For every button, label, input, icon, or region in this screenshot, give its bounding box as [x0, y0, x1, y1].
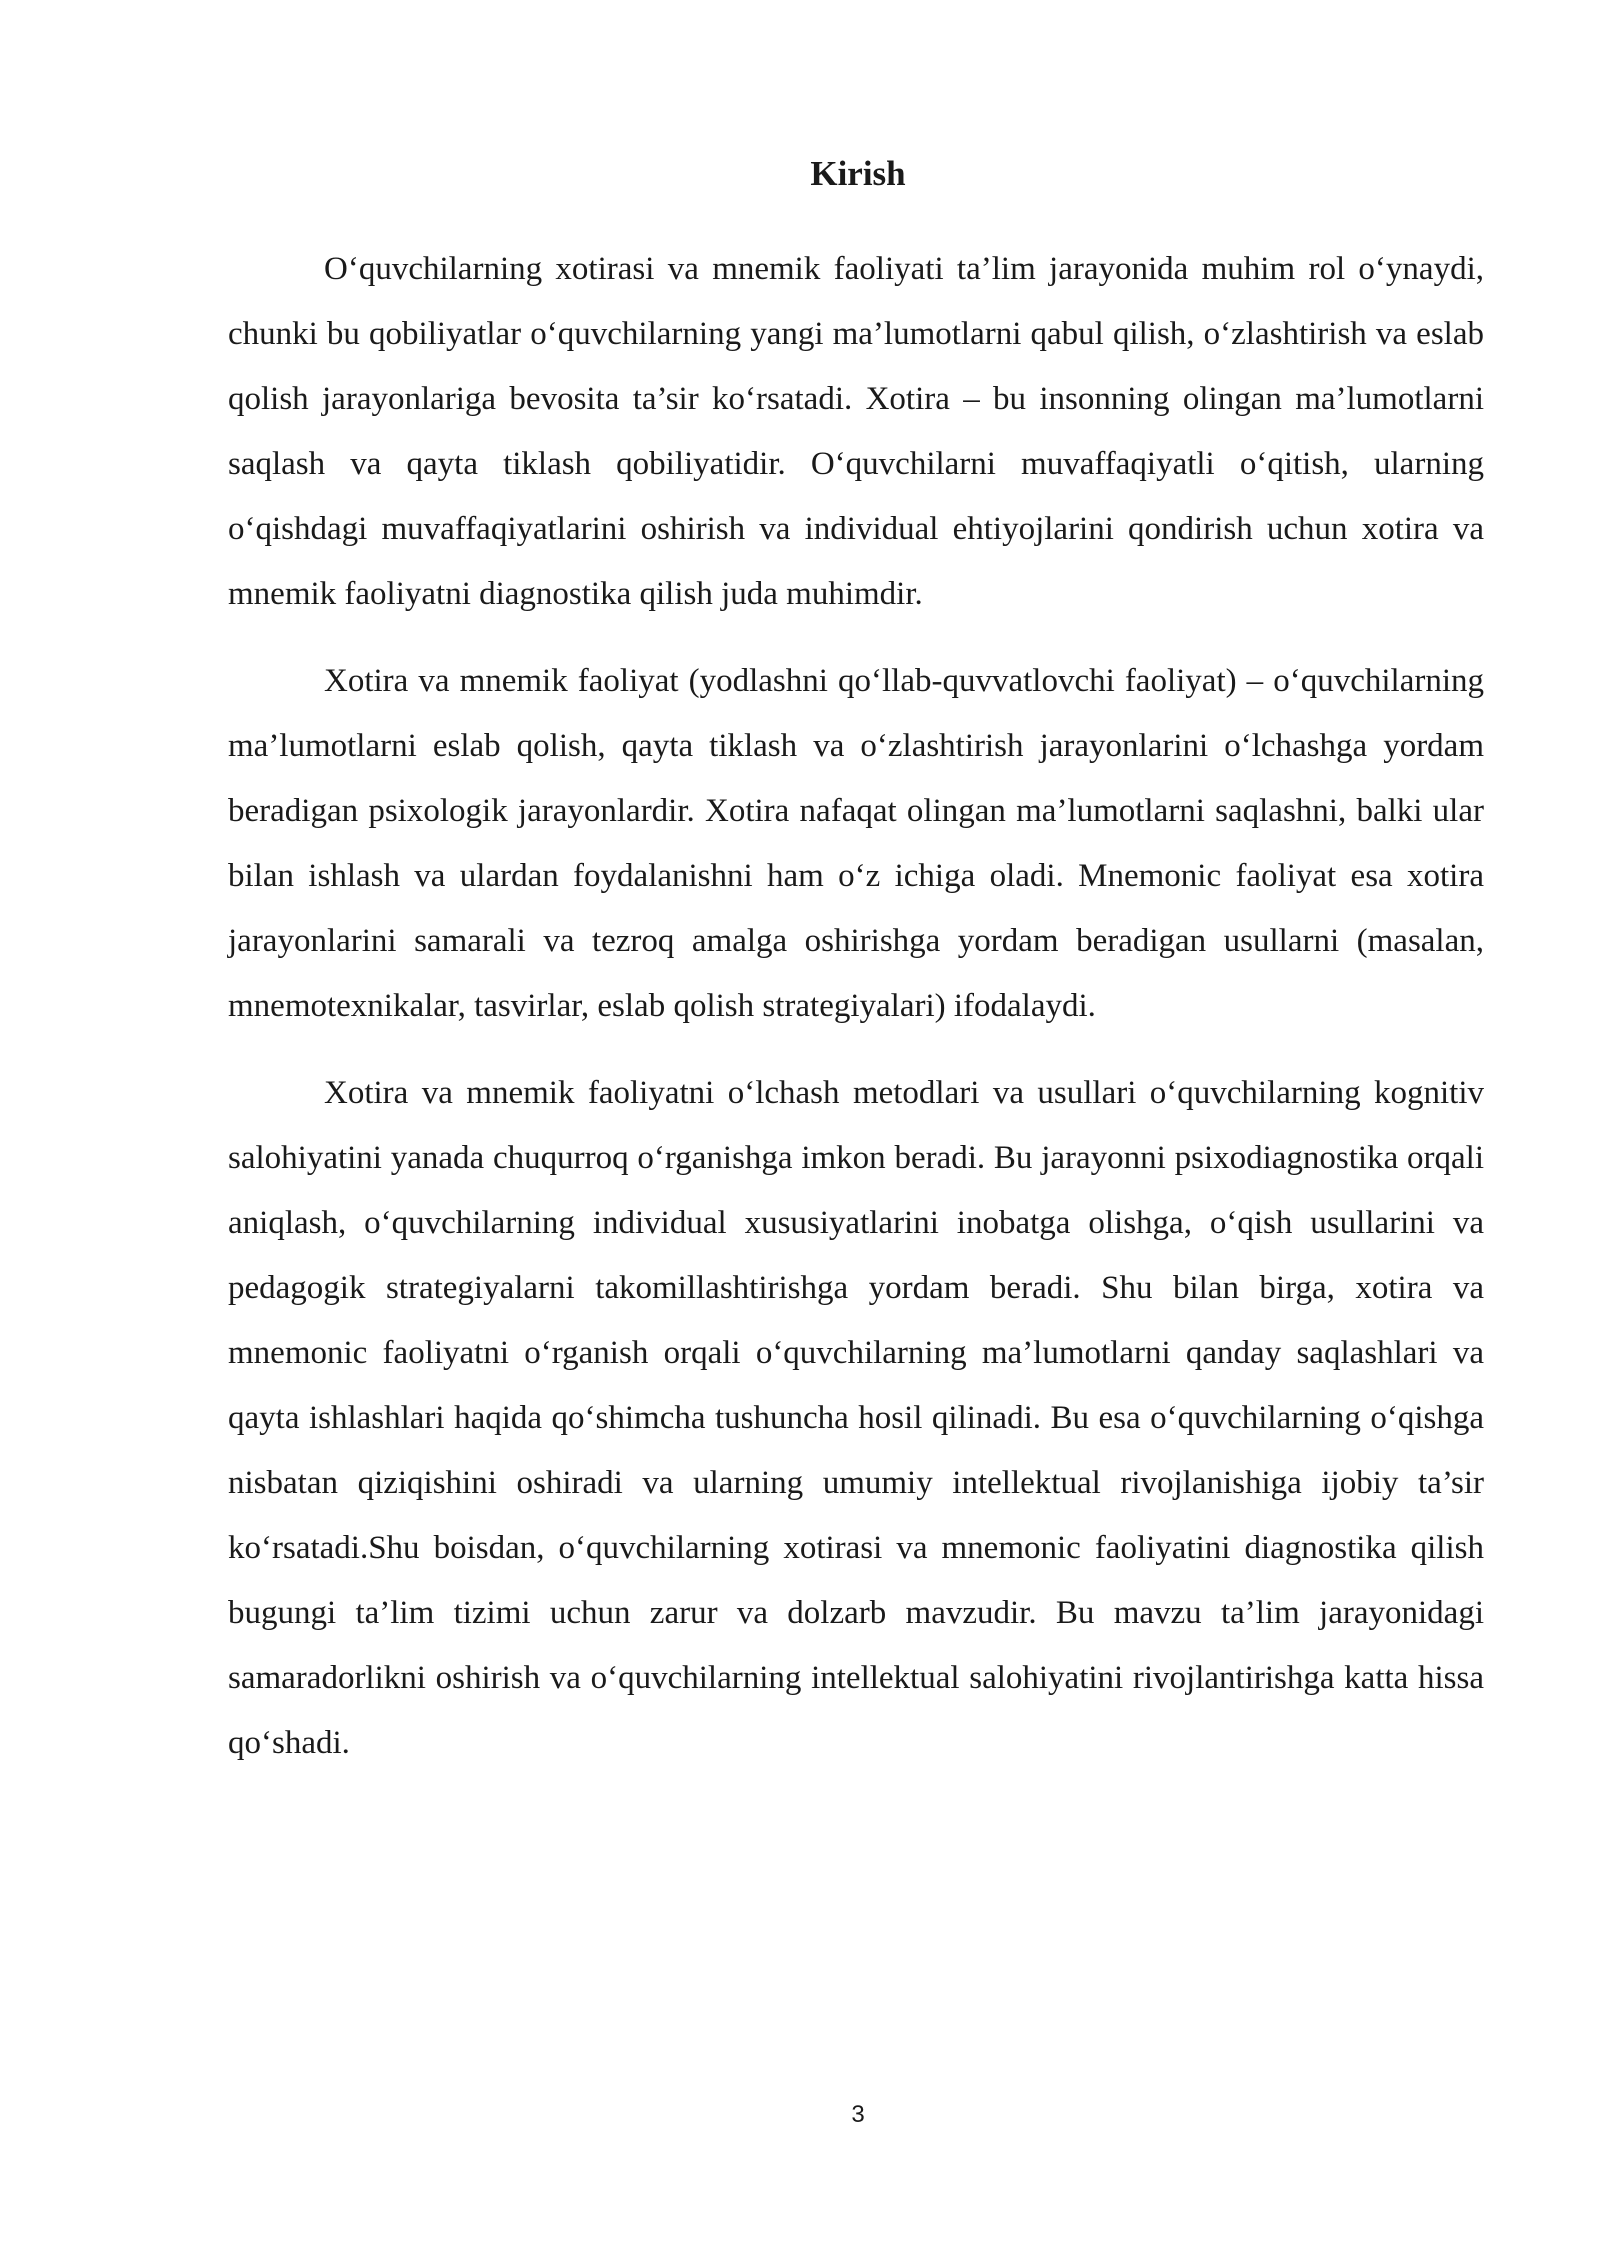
section-heading: Kirish	[810, 154, 906, 193]
paragraph-1: O‘quvchilarning xotirasi va mnemik faoliyati ta’lim jarayonida muhim rol o‘ynaydi, chunki bu qobiliyatlar o‘quvchilarning yangi ma’lumotlarni qabul qilish, o‘zlashtirish va eslab qolish jarayonlariga bevosita ta’sir ko‘rsatadi. Xotira – bu insonning olingan ma’lumotlarni saqlash va qayta tiklash qobiliyatidir. O‘quvchilarni muvaffaqiyatli o‘qitish, ularning o‘qishdagi muvaffaqiyatlarini oshirish va individual ehtiyojlarini qondirish uchun xotira va mnemik faoliyatni diagnostika qilish juda muhimdir.	[228, 251, 1484, 612]
body-text	[228, 237, 1484, 1798]
page-number: 3	[851, 2101, 865, 2128]
paragraph-2: Xotira va mnemik faoliyat (yodlashni qo‘llab-quvvatlovchi faoliyat) – o‘quvchilarning ma’lumotlarni eslab qolish, qayta tiklash va o‘zlashtirish jarayonlarini o‘lchashga yordam beradigan psixologik jarayonlardir. Xotira nafaqat olingan ma’lumotlarni saqlashni, balki ular bilan ishlash va ulardan foydalanishni ham o‘z ichiga oladi. Mnemonic faoliyat esa xotira jarayonlarini samarali va tezroq amalga oshirishga yordam beradigan usullarni (masalan, mnemotexnikalar, tasvirlar, eslab qolish strategiyalari) ifodalaydi.	[228, 663, 1484, 1024]
paragraph-3: Xotira va mnemik faoliyatni o‘lchash metodlari va usullari o‘quvchilarning kognitiv salohiyatini yanada chuqurroq o‘rganishga imkon beradi. Bu jarayonni psixodiagnostika orqali aniqlash, o‘quvchilarning individual xususiyatlarini inobatga olishga, o‘qish usullarini va pedagogik strategiyalarni takomillashtirishga yordam beradi. Shu bilan birga, xotira va mnemonic faoliyatni o‘rganish orqali o‘quvchilarning ma’lumotlarni qanday saqlashlari va qayta ishlashlari haqida qo‘shimcha tushuncha hosil qilinadi. Bu esa o‘quvchilarning o‘qishga nisbatan qiziqishini oshiradi va ularning umumiy intellektual rivojlanishiga ijobiy ta’sir ko‘rsatadi.Shu boisdan, o‘quvchilarning xotirasi va mnemonic faoliyatini diagnostika qilish bugungi ta’lim tizimi uchun zarur va dolzarb mavzudir. Bu mavzu ta’lim jarayonidagi samaradorlikni oshirish va o‘quvchilarning intellektual salohiyatini rivojlantirishga katta hissa qo‘shadi.	[228, 1075, 1484, 1761]
